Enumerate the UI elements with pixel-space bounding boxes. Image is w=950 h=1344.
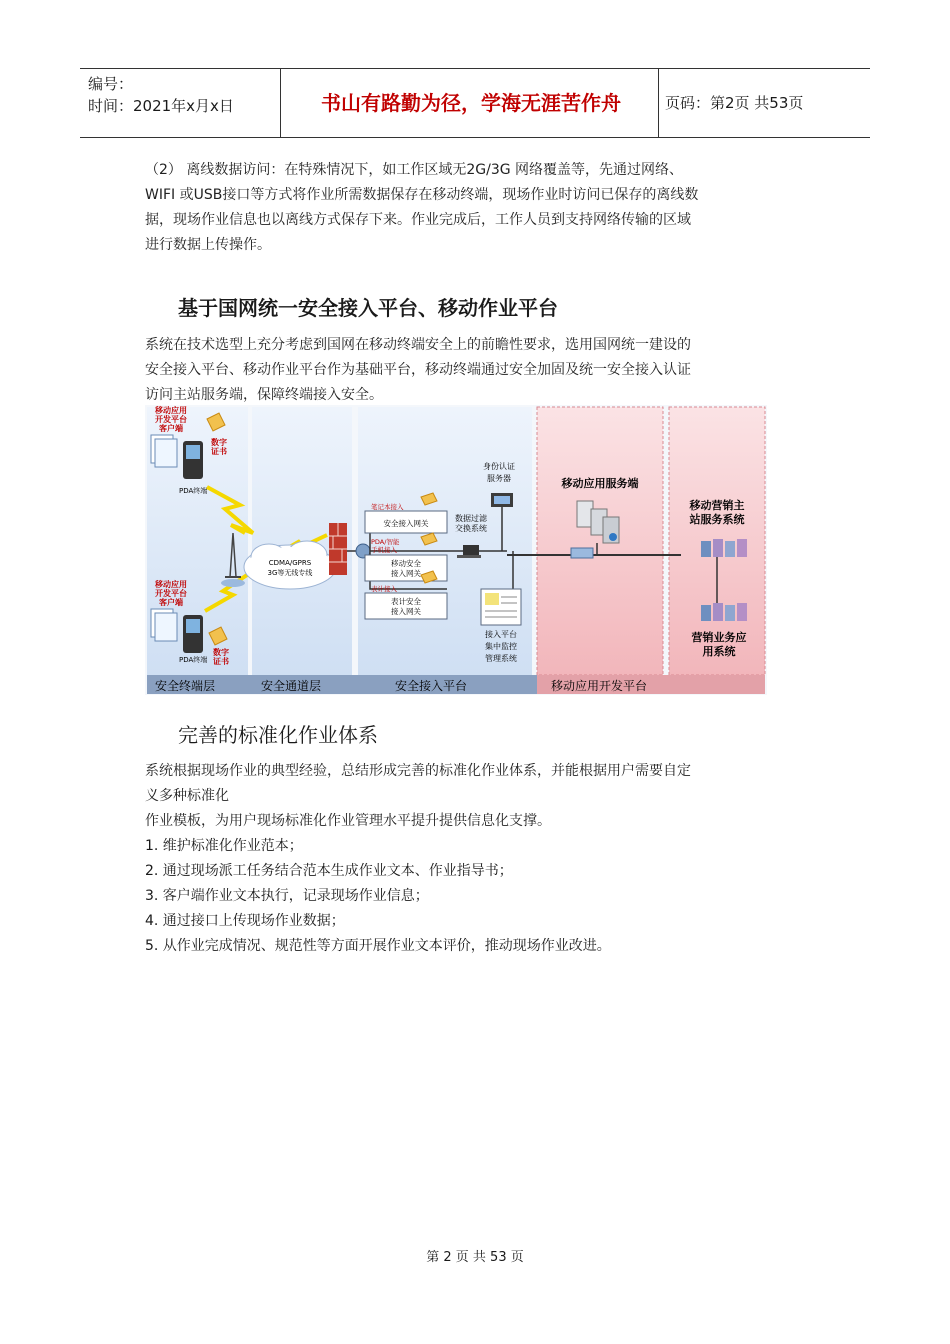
page-header (80, 68, 870, 138)
marketing-app-label: 营销业务应用系统 (691, 631, 747, 658)
access-type-label: 表计接入 (371, 585, 397, 593)
access-type-label: 笔记本接入 (371, 503, 404, 511)
text-line: 义多种标准化 (145, 788, 229, 804)
list-item: 1. 维护标准化作业范本； (145, 838, 303, 854)
screen-icon (155, 439, 177, 467)
text-line: 系统根据现场作业的典型经验，总结形成完善的标准化作业体系，并能根据用户需要自定 (145, 763, 691, 779)
cert-label: 数字证书 (211, 438, 227, 456)
screen-icon (155, 613, 177, 641)
gateway-label: 安全接入网关 (383, 519, 429, 528)
standard-heading: 完善的标准化作业体系 (178, 723, 378, 747)
header-meta (88, 73, 234, 117)
monitor-chart-icon (485, 593, 499, 605)
platform-heading: 基于国网统一安全接入平台、移动作业平台 (178, 296, 558, 320)
column-mobile-dev (537, 407, 663, 675)
standard-paragraph (145, 759, 805, 834)
page-footer: 第 2 页 共 53 页 (426, 1250, 524, 1265)
switch-icon (571, 548, 593, 558)
text-line: 据，现场作业信息也以离线方式保存下来。作业完成后，工作人员到支持网络传输的区域 (145, 212, 691, 228)
filter-device-icon (463, 545, 479, 555)
layer-label: 移动应用开发平台 (550, 679, 648, 693)
auth-server-screen-icon (494, 496, 510, 504)
pda-label: PDA终端 (179, 656, 208, 664)
text-line: 访问主站服务端，保障终端接入安全。 (145, 387, 383, 403)
header-divider (658, 69, 659, 137)
list-item: 5. 从作业完成情况、规范性等方面开展作业文本评价，推动现场作业改进。 (145, 938, 611, 954)
list-item: 3. 客户端作业文本执行，记录现场作业信息； (145, 888, 429, 904)
pda-screen-icon (186, 619, 200, 633)
cert-label: 数字证书 (213, 648, 229, 666)
text-line: WIFI 或USB接口等方式将作业所需数据保存在移动终端，现场作业时访问已保存的离线数 (145, 187, 699, 203)
server-label: 移动应用服务端 (561, 477, 639, 490)
gateway-group (365, 493, 447, 619)
text-line: 作业模板，为用户现场标准化作业管理水平提升提供信息化支撑。 (145, 813, 551, 829)
layer-label: 安全通道层 (260, 679, 322, 693)
layer-label: 安全终端层 (154, 679, 216, 693)
filter-device-icon (457, 555, 481, 558)
platform-paragraph (145, 333, 805, 408)
text-line: （2） 离线数据访问：在特殊情况下，如工作区域无2G/3G 网络覆盖等，先通过网络、 (145, 162, 684, 178)
document-number: 编号： (88, 75, 134, 93)
list-item: 4. 通过接口上传现场作业数据； (145, 913, 345, 929)
header-motto: 书山有路勤为径，学海无涯苦作舟 (321, 91, 621, 115)
offline-access-paragraph (145, 158, 805, 258)
architecture-diagram (145, 405, 767, 695)
text-line: 进行数据上传操作。 (145, 237, 271, 253)
auth-server-label: 身份认证服务器 (483, 462, 515, 483)
header-page-info: 页码：第2页 共53页 (665, 94, 804, 112)
pda-label: PDA终端 (179, 487, 208, 495)
client-label: 移动应用开发平台客户端 (155, 580, 187, 607)
list-item: 2. 通过现场派工任务结合范本生成作业文本、作业指导书； (145, 863, 513, 879)
gateway-label: 移动安全接入网关 (391, 559, 421, 578)
firewall-icon (329, 523, 347, 575)
client-label: 移动应用开发平台客户端 (155, 406, 187, 433)
gateway-label: 表计安全接入网关 (391, 597, 421, 616)
wireless-cloud-icon (244, 541, 336, 589)
header-divider (280, 69, 281, 137)
monitor-label: 接入平台集中监控管理系统 (485, 630, 517, 663)
text-line: 系统在技术选型上充分考虑到国网在移动终端安全上的前瞻性要求，选用国网统一建设的 (145, 337, 691, 353)
cloud-label: CDMA/GPRS 3G等无线专线 (267, 559, 313, 577)
marketing-main-label: 移动营销主站服务系统 (689, 499, 745, 526)
document-time: 时间：2021年x月x日 (88, 97, 234, 115)
pda-screen-icon (186, 445, 200, 459)
text-line: 安全接入平台、移动作业平台作为基础平台，移动终端通过安全加固及统一安全接入认证 (145, 362, 691, 378)
layer-label: 安全接入平台 (394, 679, 468, 693)
access-type-label: PDA/智能手机接入 (371, 538, 400, 554)
filter-label: 数据过滤交换系统 (455, 514, 487, 533)
